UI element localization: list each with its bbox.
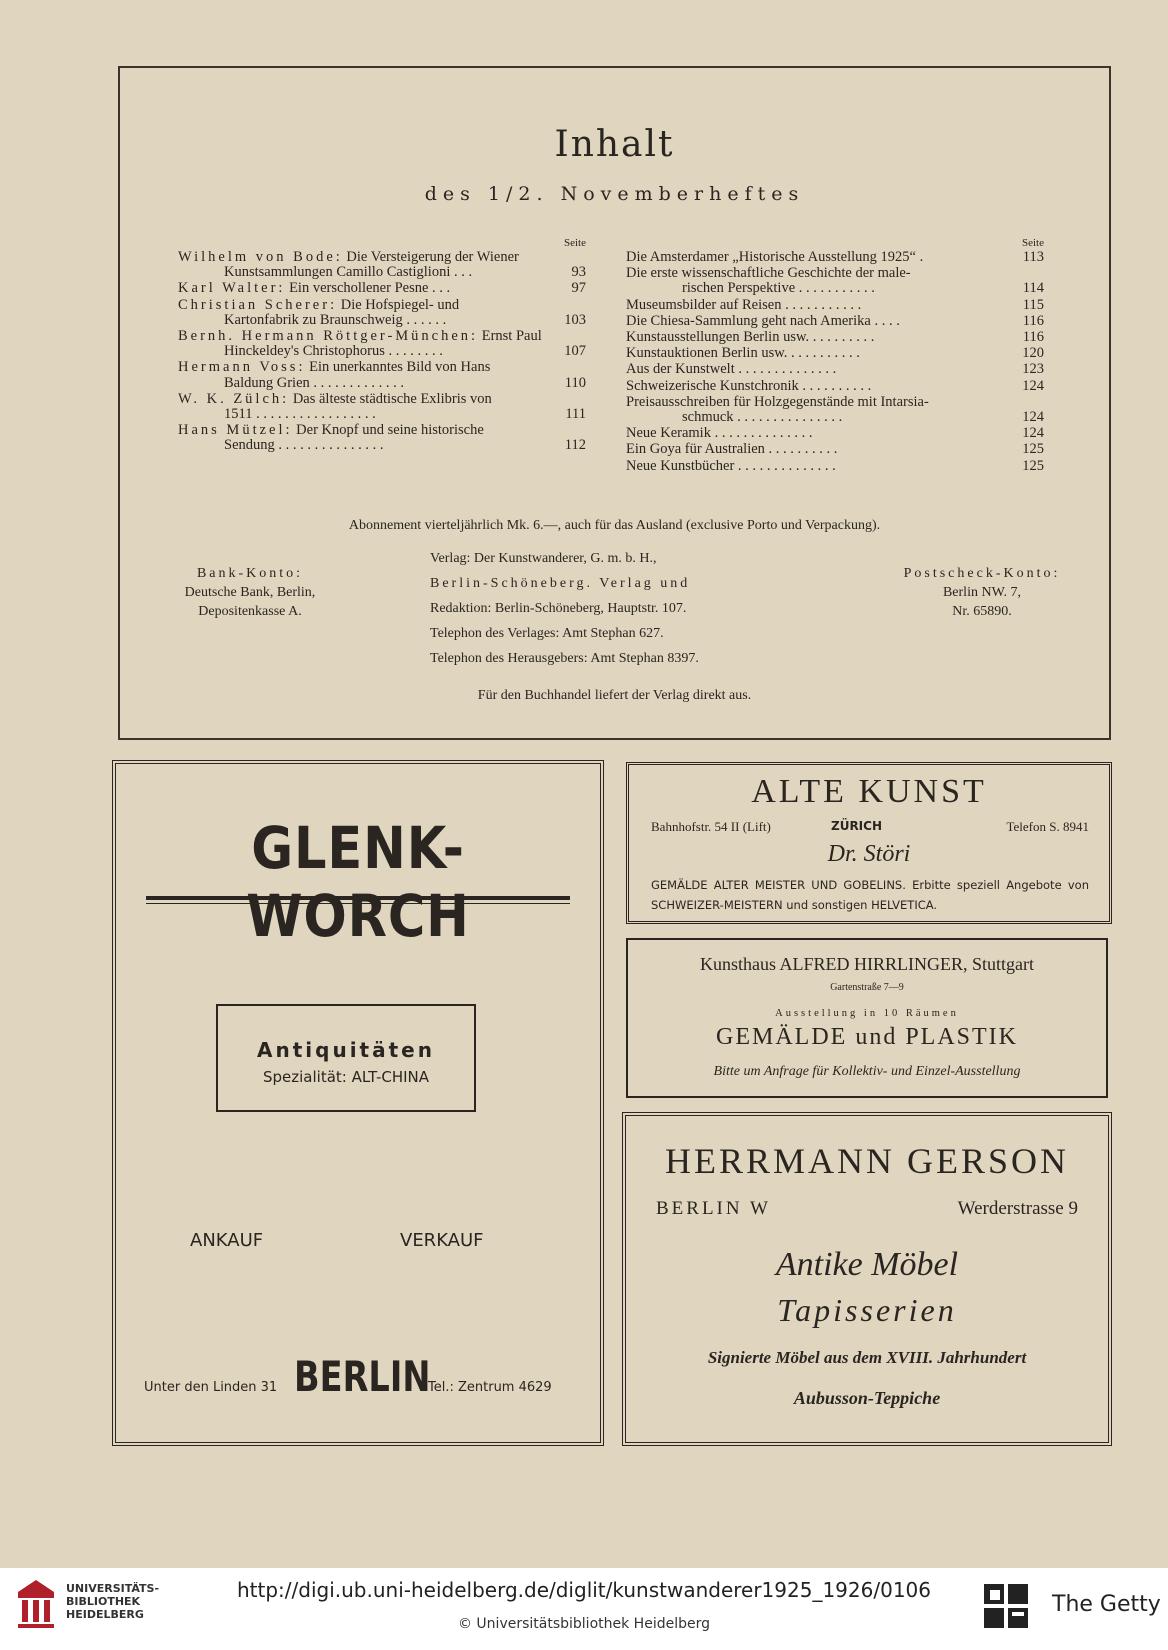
ad-gerson: [622, 1112, 1112, 1446]
viewer-footer: [0, 1568, 1168, 1650]
entry-title: Ernst Paul: [481, 328, 542, 345]
furniture-line: Antike Möbel: [775, 1246, 959, 1283]
entry-page: 93: [571, 264, 586, 281]
entry-author: Christian Scherer:: [178, 296, 338, 313]
ub-name-line: HEIDELBERG: [66, 1608, 144, 1621]
toc-entry: [178, 392, 586, 422]
entry-title: Neue Kunstbücher . . . . . . . . . . . . . .: [626, 457, 836, 474]
verkauf-label: VERKAUF: [400, 1230, 484, 1251]
phone: Telefon S. 8941: [1006, 819, 1089, 834]
ad-title: HERRMANN GERSON: [664, 1141, 1070, 1181]
entry-page: 112: [564, 437, 586, 454]
toc-title: Inhalt: [554, 124, 675, 165]
publisher-info: [430, 546, 699, 671]
entry-page: 124: [1022, 377, 1044, 394]
ad-alte-kunst: [626, 762, 1112, 924]
entry-title-cont: 1511 . . . . . . . . . . . . . . . . .: [224, 406, 376, 423]
toc-entry: [178, 298, 586, 328]
entry-page: 120: [1022, 345, 1044, 362]
publisher-line: Berlin-Schöneberg. Verlag und: [430, 576, 691, 591]
publisher-line: Redaktion: Berlin-Schöneberg, Hauptstr. 107.: [430, 601, 687, 616]
bank-account: [150, 564, 350, 621]
seite-label: Seite: [1022, 237, 1044, 249]
toc-entry: [626, 442, 1044, 457]
street: Werderstrasse 9: [957, 1198, 1078, 1219]
subscription-note: Abonnement vierteljährlich Mk. 6.—, auch für das Ausland (exclusive Porto und Verpackung).: [348, 518, 881, 533]
postscheck-label: Postscheck-Konto:: [903, 566, 1061, 581]
city: BERLIN W: [656, 1198, 771, 1219]
entry-title-cont: rischen Perspektive . . . . . . . . . . .: [682, 280, 875, 297]
entry-title-cont: schmuck . . . . . . . . . . . . . . .: [682, 409, 843, 426]
toc-entry: [626, 250, 1044, 265]
entry-title: Neue Keramik . . . . . . . . . . . . . .: [626, 425, 813, 442]
entry-title: Die Chiesa-Sammlung geht nach Amerika . . . .: [626, 312, 900, 329]
entry-author: W. K. Zülch:: [178, 390, 290, 407]
tapestry-line: Tapisserien: [777, 1292, 957, 1328]
city: BERLIN: [294, 1352, 431, 1401]
toc-entry: [178, 360, 586, 390]
inquiry-note: Bitte um Anfrage für Kollektiv- und Einzel-Ausstellung: [713, 1064, 1021, 1079]
antiques-specialty: Spezialität: ALT-CHINA: [262, 1068, 430, 1086]
entry-page: 116: [1022, 329, 1044, 346]
bank-line: Depositenkasse A.: [198, 604, 302, 619]
entry-title-cont: Kunstsammlungen Camillo Castiglioni . . .: [224, 264, 473, 281]
entry-title: Die erste wissenschaftliche Geschichte der male-: [626, 265, 911, 282]
ankauf-label: ANKAUF: [190, 1230, 264, 1251]
copyright: © Universitätsbibliothek Heidelberg: [457, 1616, 710, 1632]
ad-title: ALTE KUNST: [751, 773, 987, 810]
toc-entry: [626, 379, 1044, 394]
street: Bahnhofstr. 54 II (Lift): [651, 819, 771, 834]
entry-title: Ein verschollener Pesne . . .: [289, 280, 451, 297]
entry-title: Die Versteigerung der Wiener: [346, 249, 519, 265]
toc-left-column: [178, 236, 586, 455]
publisher-line: Verlag: Der Kunstwanderer, G. m. b. H.,: [430, 551, 657, 566]
getty-label: The Getty: [1052, 1592, 1161, 1617]
bank-line: Deutsche Bank, Berlin,: [184, 585, 316, 600]
entry-title: Ein Goya für Australien . . . . . . . . . .: [626, 441, 838, 458]
owner: Dr. Störi: [827, 841, 911, 867]
bookstore-note: Für den Buchhandel liefert der Verlag direkt aus.: [477, 688, 752, 703]
entry-title-cont: Hinckeldey's Christophorus . . . . . . . .: [224, 343, 443, 360]
entry-author: Karl Walter:: [178, 280, 286, 297]
entry-title: Die Amsterdamer „Historische Ausstellung 1925“ .: [626, 249, 924, 265]
postscheck-account: [872, 564, 1092, 621]
entry-title: Aus der Kunstwelt . . . . . . . . . . . . . .: [626, 361, 837, 378]
entry-page: 115: [1022, 296, 1044, 313]
divider: [146, 896, 570, 904]
entry-title: Museumsbilder auf Reisen . . . . . . . . . . .: [626, 296, 862, 313]
ub-name-line: BIBLIOTHEK: [66, 1595, 141, 1608]
toc-entry: [178, 329, 586, 359]
entry-author: Wilhelm von Bode:: [178, 249, 343, 265]
exhibition-note: Ausstellung in 10 Räumen: [775, 1008, 959, 1019]
toc-entry: [626, 426, 1044, 441]
entry-author: Hermann Voss:: [178, 359, 306, 376]
table-of-contents: [118, 66, 1111, 740]
entry-title-cont: Kartonfabrik zu Braunschweig . . . . . .: [224, 311, 447, 328]
entry-title-cont: Baldung Grien . . . . . . . . . . . . .: [224, 374, 405, 391]
toc-right-column: [626, 236, 1044, 475]
city: ZÜRICH: [831, 819, 882, 833]
entry-title: Die Hofspiegel- und: [340, 296, 460, 313]
publisher-line: Telephon des Verlages: Amt Stephan 627.: [430, 626, 664, 641]
entry-page: 97: [571, 280, 586, 297]
entry-page: 124: [1022, 425, 1044, 442]
entry-page: 125: [1022, 457, 1044, 474]
bank-label: Bank-Konto:: [196, 566, 304, 581]
entry-page: 103: [564, 311, 586, 328]
postscheck-line: Berlin NW. 7,: [942, 585, 1022, 600]
phone: Tel.: Zentrum 4629: [428, 1380, 552, 1395]
entry-title: Kunstauktionen Berlin usw. . . . . . . . . . .: [626, 345, 860, 362]
toc-entry: [626, 266, 1044, 296]
toc-entry: [626, 314, 1044, 329]
paintings-sculpture: GEMÄLDE und PLASTIK: [716, 1024, 1018, 1050]
ad-glenk-worch: [112, 760, 604, 1446]
address: Unter den Linden 31: [144, 1380, 278, 1395]
toc-entry: [626, 395, 1044, 425]
antiques-box: [216, 1004, 476, 1112]
entry-page: 114: [1022, 280, 1044, 297]
entry-author: Bernh. Hermann Röttger-München:: [178, 328, 479, 345]
ad-title: GLENK-WORCH: [246, 814, 470, 950]
ad-title: Kunsthaus ALFRED HIRRLINGER, Stuttgart: [699, 954, 1034, 974]
description: GEMÄLDE ALTER MEISTER UND GOBELINS. Erbitte speziell Angebote von SCHWEIZER-MEISTERN und sonstigen HELVETICA.: [651, 878, 1089, 912]
toc-entry: [626, 330, 1044, 345]
entry-title-cont: Sendung . . . . . . . . . . . . . . .: [224, 437, 384, 454]
toc-entry: [626, 362, 1044, 377]
toc-entry: [178, 281, 586, 296]
getty-logo-icon[interactable]: [982, 1582, 1030, 1630]
toc-entry: [178, 250, 586, 280]
antiques-title: Antiquitäten: [257, 1038, 435, 1062]
entry-title: Schweizerische Kunstchronik . . . . . . . . . .: [626, 377, 872, 394]
entry-title: Der Knopf und seine historische: [296, 422, 484, 439]
aubusson-line: Aubusson-Teppiche: [793, 1388, 941, 1408]
publisher-line: Telephon des Herausgebers: Amt Stephan 8397.: [430, 651, 699, 666]
toc-entry: [178, 423, 586, 453]
entry-page: 123: [1022, 361, 1044, 378]
permalink-url[interactable]: http://digi.ub.uni-heidelberg.de/diglit/kunstwanderer1925_1926/0106: [237, 1578, 931, 1602]
entry-page: 107: [564, 343, 586, 360]
entry-page: 116: [1022, 312, 1044, 329]
postscheck-line: Nr. 65890.: [952, 604, 1012, 619]
entry-page: 124: [1022, 409, 1044, 426]
signed-furniture: Signierte Möbel aus dem XVIII. Jahrhundert: [707, 1348, 1027, 1367]
entry-title: Das älteste städtische Exlibris von: [292, 390, 492, 407]
entry-author: Hans Mützel:: [178, 422, 293, 439]
toc-entry: [626, 346, 1044, 361]
ub-name-line: UNIVERSITÄTS-: [66, 1582, 160, 1595]
entry-page: 111: [565, 406, 586, 423]
entry-page: 110: [564, 374, 586, 391]
entry-page: 113: [1022, 249, 1044, 265]
seite-label: Seite: [564, 237, 586, 249]
entry-title: Preisausschreiben für Holzgegenstände mit Intarsia-: [626, 393, 929, 410]
entry-title: Kunstausstellungen Berlin usw. . . . . . . . . .: [626, 329, 875, 346]
address: Gartenstraße 7—9: [830, 982, 904, 993]
toc-entry: [626, 298, 1044, 313]
entry-page: 125: [1022, 441, 1044, 458]
toc-subtitle: des 1/2. Novemberheftes: [424, 183, 805, 205]
toc-entry: [626, 459, 1044, 474]
ad-hirrlinger: [626, 938, 1108, 1098]
entry-title: Ein unerkanntes Bild von Hans: [309, 359, 491, 376]
